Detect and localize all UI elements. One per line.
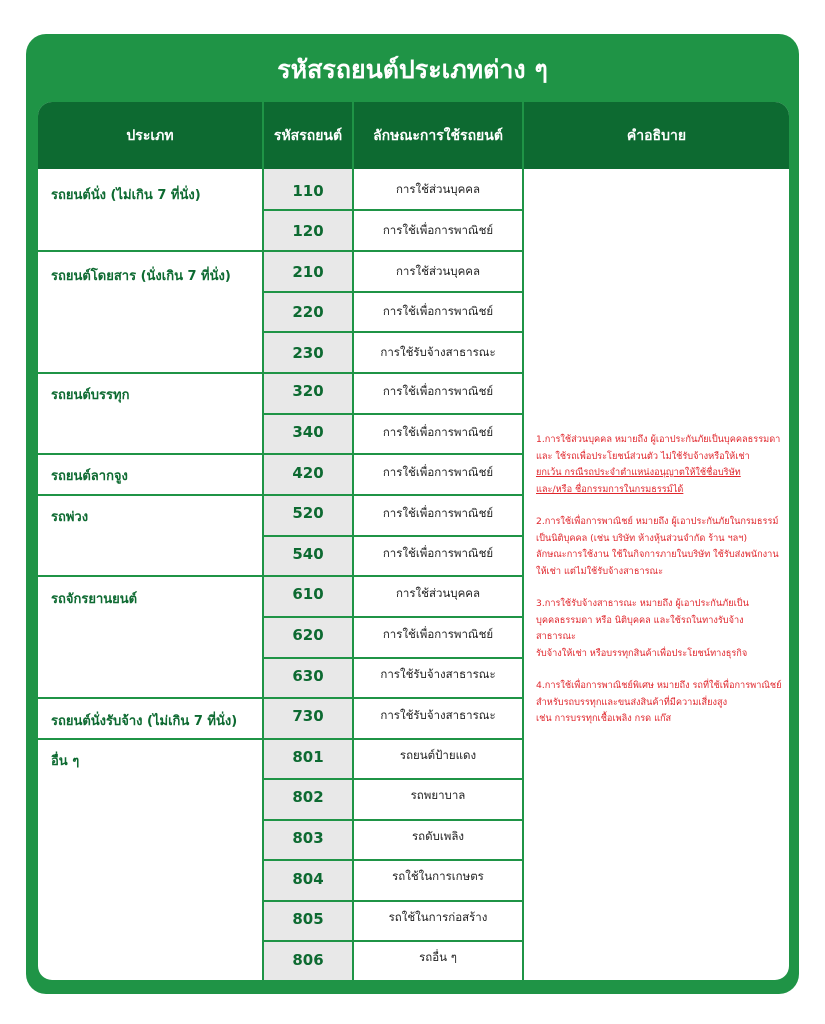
- usage-cell: รถอื่น ๆ: [419, 950, 457, 964]
- usage-cell: การใช้ส่วนบุคคล: [395, 586, 481, 600]
- divider: [264, 413, 524, 415]
- divider: [38, 575, 524, 577]
- code-cell: 620: [292, 626, 324, 644]
- code-cell: 804: [292, 870, 324, 888]
- description-paragraph-1: [536, 432, 782, 498]
- divider: [264, 657, 524, 659]
- code-cell: 120: [292, 222, 324, 240]
- usage-cell: การใช้เพื่อการพาณิชย์: [382, 304, 494, 318]
- divider: [38, 697, 524, 699]
- code-cell: 540: [292, 545, 324, 563]
- description-line: บุคคลธรรมดา หรือ นิติบุคคล และใช้รถในทางรับจ้างสาธารณะ: [536, 614, 744, 642]
- description-line: สำหรับรถบรรทุกและขนส่งสินค้าที่มีความเสี่ยงสูง: [536, 696, 728, 708]
- category-label: รถยนต์นั่งรับจ้าง (ไม่เกิน 7 ที่นั่ง): [51, 714, 238, 729]
- code-cell: 210: [292, 263, 324, 281]
- code-table: [38, 102, 789, 980]
- code-cell: 803: [292, 829, 324, 847]
- code-cell: 420: [292, 464, 324, 482]
- code-cell: 730: [292, 707, 324, 725]
- description-paragraph-4: [536, 678, 782, 728]
- description-line: และ ใช้รถเพื่อประโยชน์ส่วนตัว ไม่ใช้รับจ้างหรือให้เช่า: [536, 450, 750, 462]
- divider: [264, 535, 524, 537]
- divider: [264, 331, 524, 333]
- description-line: 4.การใช้เพื่อการพาณิชย์พิเศษ หมายถึง รถที่ใช้เพื่อการพาณิชย์: [536, 680, 782, 691]
- divider: [264, 209, 524, 211]
- usage-cell: การใช้รับจ้างสาธารณะ: [380, 667, 496, 681]
- category-label: รถพ่วง: [51, 510, 89, 525]
- divider: [38, 494, 524, 496]
- description-line: ยกเว้น กรณีรถประจำตำแหน่งอนุญาตให้ใช้ชื่อบริษัท: [536, 467, 741, 478]
- code-cell: 805: [292, 910, 324, 928]
- category-label: รถยนต์บรรทุก: [51, 388, 130, 403]
- category-label: รถยนต์ลากจูง: [51, 469, 128, 484]
- category-label: รถยนต์นั่ง (ไม่เกิน 7 ที่นั่ง): [51, 188, 201, 203]
- description-paragraph-3: [536, 596, 782, 662]
- usage-cell: การใช้รับจ้างสาธารณะ: [380, 708, 496, 722]
- code-cell: 110: [292, 182, 324, 200]
- code-cell: 801: [292, 748, 324, 766]
- code-cell: 802: [292, 788, 324, 806]
- code-cell: 340: [292, 423, 324, 441]
- usage-cell: การใช้เพื่อการพาณิชย์: [382, 546, 494, 560]
- code-cell: 230: [292, 344, 324, 362]
- divider: [264, 859, 524, 861]
- usage-cell: รถใช้ในการเกษตร: [392, 869, 484, 883]
- category-label: รถยนต์โดยสาร (นั่งเกิน 7 ที่นั่ง): [51, 269, 231, 284]
- divider: [38, 250, 524, 252]
- usage-cell: การใช้เพื่อการพาณิชย์: [382, 425, 494, 439]
- header-description: คำอธิบาย: [626, 127, 687, 144]
- description-paragraph-2: [536, 514, 782, 580]
- code-cell: 320: [292, 382, 324, 400]
- divider: [264, 616, 524, 618]
- usage-cell: รถใช้ในการก่อสร้าง: [388, 910, 488, 924]
- code-cell: 520: [292, 504, 324, 522]
- header-type: ประเภท: [126, 127, 174, 144]
- divider: [38, 453, 524, 455]
- page-title: รหัสรถยนต์ประเภทต่าง ๆ: [277, 55, 548, 84]
- usage-cell: การใช้เพื่อการพาณิชย์: [382, 506, 494, 520]
- description-line: 2.การใช้เพื่อการพาณิชย์ หมายถึง ผู้เอาประกันภัยในกรมธรรม์: [536, 516, 779, 527]
- category-label: อื่น ๆ: [51, 754, 80, 769]
- divider: [264, 291, 524, 293]
- table-header: [38, 102, 789, 169]
- usage-cell: การใช้ส่วนบุคคล: [395, 264, 481, 278]
- code-cell: 220: [292, 303, 324, 321]
- description-line: เช่น การบรรทุกเชื้อเพลิง กรด แก๊ส: [536, 713, 672, 724]
- header-usage: ลักษณะการใช้รถยนต์: [373, 127, 503, 144]
- divider: [522, 102, 524, 980]
- divider: [264, 940, 524, 942]
- usage-cell: การใช้เพื่อการพาณิชย์: [382, 223, 494, 237]
- usage-cell: การใช้เพื่อการพาณิชย์: [382, 465, 494, 479]
- category-label: รถจักรยานยนต์: [51, 592, 138, 607]
- usage-cell: การใช้รับจ้างสาธารณะ: [380, 345, 496, 359]
- divider: [264, 900, 524, 902]
- description-line: เป็นนิติบุคคล (เช่น บริษัท ห้างหุ้นส่วนจำกัด ร้าน ฯลฯ): [536, 532, 748, 544]
- divider: [38, 372, 524, 374]
- usage-cell: รถพยาบาล: [410, 788, 466, 802]
- divider: [264, 778, 524, 780]
- description-line: ให้เช่า แต่ไม่ใช้รับจ้างสาธารณะ: [536, 565, 664, 577]
- code-cell: 630: [292, 667, 324, 685]
- usage-cell: รถยนต์ป้ายแดง: [399, 748, 477, 762]
- description-text: [536, 432, 782, 744]
- code-cell: 610: [292, 585, 324, 603]
- usage-cell: รถดับเพลิง: [411, 829, 465, 843]
- usage-cell: การใช้เพื่อการพาณิชย์: [382, 384, 494, 398]
- divider: [38, 738, 524, 740]
- usage-cell: การใช้ส่วนบุคคล: [395, 182, 481, 196]
- code-cell: 806: [292, 951, 324, 969]
- description-line: ลักษณะการใช้งาน ใช้ในกิจการภายในบริษัท ใช้รับส่งพนักงาน: [536, 549, 779, 560]
- description-line: 3.การใช้รับจ้างสาธารณะ หมายถึง ผู้เอาประกันภัยเป็น: [536, 598, 749, 609]
- description-line: รับจ้างให้เช่า หรือบรรทุกสินค้าเพื่อประโยชน์ทางธุรกิจ: [536, 647, 748, 659]
- description-line: 1.การใช้ส่วนบุคคล หมายถึง ผู้เอาประกันภัยเป็นบุคคลธรรมดา: [536, 434, 781, 445]
- description-line: และ/หรือ ชื่อกรรมการในกรมธรรม์ได้: [536, 483, 684, 495]
- header-code: รหัสรถยนต์: [273, 127, 343, 144]
- divider: [264, 819, 524, 821]
- usage-cell: การใช้เพื่อการพาณิชย์: [382, 627, 494, 641]
